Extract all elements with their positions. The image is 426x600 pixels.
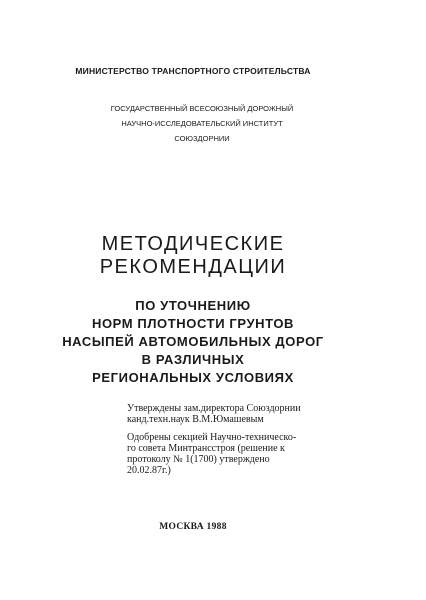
document-title [0,233,406,279]
title-line-2: РЕКОМЕНДАЦИИ [99,256,287,278]
endorsement-note [127,432,296,476]
ministry-name: МИНИСТЕРСТВО ТРАНСПОРТНОГО СТРОИТЕЛЬСТВА [75,66,311,76]
endorsement-line-2: го совета Минтрансстроя (решение к [127,443,285,454]
institute-block [0,101,415,146]
approval-line-1: Утверждены зам.директора Союздорнии [127,403,301,414]
institute-line-2: НАУЧНО-ИССЛЕДОВАТЕЛЬСКИЙ ИНСТИТУТ [121,119,283,128]
endorsement-line-3: протоколу № 1(1700) утверждено [127,454,270,465]
endorsement-line-1: Одобрены секцией Научно-техническо- [127,432,297,443]
subtitle-line-4: В РАЗЛИЧНЫХ [141,352,245,367]
subtitle-line-2: НОРМ ПЛОТНОСТИ ГРУНТОВ [91,316,295,331]
endorsement-line-4: 20.02.87г.) [127,465,171,476]
approval-line-2: канд.техн.наук В.М.Юмашевым [127,414,264,425]
institute-line-3: СОЮЗДОРНИИ [174,134,230,143]
subtitle-line-5: РЕГИОНАЛЬНЫХ УСЛОВИЯХ [92,370,294,385]
approval-note [127,403,301,425]
document-subtitle [0,297,406,387]
institute-line-1: ГОСУДАРСТВЕННЫЙ ВСЕСОЮЗНЫЙ ДОРОЖНЫЙ [110,104,294,113]
subtitle-line-3: НАСЫПЕЙ АВТОМОБИЛЬНЫХ ДОРОГ [62,334,324,349]
publication-city-year: МОСКВА 1988 [159,522,227,532]
title-line-1: МЕТОДИЧЕСКИЕ [101,233,285,255]
subtitle-line-1: ПО УТОЧНЕНИЮ [135,298,251,313]
